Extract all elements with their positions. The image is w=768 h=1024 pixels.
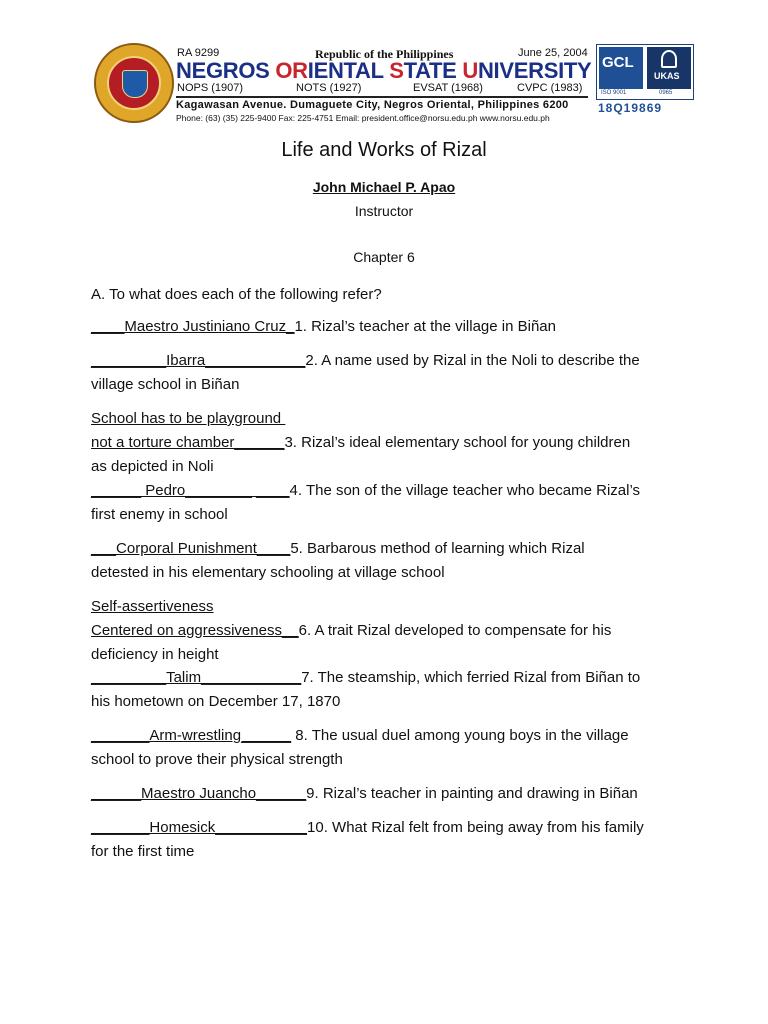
university-letterhead bbox=[90, 40, 690, 128]
iso-label: ISO 9001 bbox=[601, 90, 627, 96]
question-line bbox=[91, 349, 640, 373]
question-text: first enemy in school bbox=[91, 506, 228, 523]
question-line bbox=[91, 315, 556, 339]
question-text: 9. Rizal’s teacher in painting and drawing in Biñan bbox=[306, 785, 638, 802]
answer-text: ___Corporal Punishment____ bbox=[91, 540, 291, 557]
certificate-id: 18Q19869 bbox=[598, 101, 663, 115]
question-text: 4. The son of the village teacher who became Rizal’s bbox=[289, 482, 641, 499]
question-line bbox=[91, 619, 611, 643]
answer-text: _______Homesick___________ bbox=[91, 819, 308, 836]
ukas-number: 0965 bbox=[659, 90, 673, 96]
question-line bbox=[91, 748, 343, 772]
answer-text: Self-assertiveness bbox=[91, 598, 214, 615]
question-text: school to prove their physical strength bbox=[91, 751, 343, 768]
question-text: 3. Rizal’s ideal elementary school for young children bbox=[284, 434, 631, 451]
question-text: 2. A name used by Rizal in the Noli to describe the bbox=[305, 352, 640, 369]
crown-icon bbox=[661, 50, 677, 68]
answer-text: ______ Pedro________ ____ bbox=[91, 482, 290, 499]
instructor-name: John Michael P. Apao bbox=[312, 179, 456, 195]
header-divider bbox=[176, 96, 588, 98]
question-line bbox=[91, 479, 640, 503]
question-line bbox=[91, 537, 585, 561]
question-line bbox=[91, 455, 214, 479]
answer-text: _________Ibarra____________ bbox=[91, 352, 306, 369]
question-line bbox=[91, 666, 640, 690]
gcl-logo: GCL bbox=[599, 47, 643, 89]
question-text: for the first time bbox=[91, 843, 195, 860]
university-seal-logo bbox=[94, 43, 174, 123]
question-text: village school in Biñan bbox=[91, 376, 240, 393]
answer-text: not a torture chamber______ bbox=[91, 434, 285, 451]
question-text: detested in his elementary schooling at village school bbox=[91, 564, 445, 581]
question-text: deficiency in height bbox=[91, 646, 219, 663]
answer-text: _______Arm-wrestling______ bbox=[91, 727, 292, 744]
established-nops: NOPS (1907) bbox=[177, 82, 244, 94]
question-line bbox=[91, 373, 239, 397]
question-text: 1. Rizal’s teacher at the village in Biñan bbox=[294, 318, 556, 335]
question-text: 8. The usual duel among young boys in the village bbox=[291, 727, 629, 744]
question-line bbox=[91, 782, 638, 806]
question-line bbox=[91, 407, 285, 431]
question-text: 6. A trait Rizal developed to compensate for his bbox=[298, 622, 612, 639]
question-line bbox=[91, 561, 445, 585]
university-name: NEGROS ORIENTAL STATE UNIVERSITY bbox=[176, 58, 592, 83]
instructor-role: Instructor bbox=[354, 203, 414, 219]
question-line bbox=[91, 816, 644, 840]
question-text: 5. Barbarous method of learning which Rizal bbox=[290, 540, 585, 557]
question-text: 10. What Rizal felt from being away from his family bbox=[307, 819, 644, 836]
university-contact: Phone: (63) (35) 225-9400 Fax: 225-4751 Email: president.office@norsu.edu.ph www.norsu.edu.ph bbox=[176, 113, 550, 123]
established-nots: NOTS (1927) bbox=[296, 82, 362, 94]
answer-text: ______Maestro Juancho______ bbox=[91, 785, 307, 802]
question-text: his hometown on December 17, 1870 bbox=[91, 693, 341, 710]
republic-act-number: RA 9299 bbox=[177, 47, 220, 59]
document-title: Life and Works of Rizal bbox=[281, 139, 487, 161]
question-line bbox=[91, 724, 629, 748]
republic-label: Republic of the Philippines bbox=[315, 47, 454, 61]
question-line bbox=[91, 431, 630, 455]
question-line bbox=[91, 840, 194, 864]
answer-text: Centered on aggressiveness__ bbox=[91, 622, 299, 639]
answer-text: ____Maestro Justiniano Cruz_ bbox=[91, 318, 295, 335]
chapter-heading: Chapter 6 bbox=[353, 249, 415, 265]
question-line bbox=[91, 643, 219, 667]
question-text: 7. The steamship, which ferried Rizal from Biñan to bbox=[301, 669, 641, 686]
answer-text: School has to be playground bbox=[91, 410, 286, 427]
instruction-text: A. To what does each of the following refer? bbox=[91, 286, 382, 303]
seal-shield-icon bbox=[122, 70, 148, 98]
answer-text: _________Talim____________ bbox=[91, 669, 302, 686]
question-line bbox=[91, 595, 214, 619]
university-address: Kagawasan Avenue. Dumaguete City, Negros Oriental, Philippines 6200 bbox=[176, 99, 569, 111]
charter-date: June 25, 2004 bbox=[518, 47, 588, 59]
certification-badge bbox=[596, 44, 694, 100]
question-line bbox=[91, 503, 228, 527]
ukas-logo: UKAS bbox=[647, 47, 691, 89]
question-text: as depicted in Noli bbox=[91, 458, 214, 475]
established-cvpc: CVPC (1983) bbox=[517, 82, 583, 94]
question-line bbox=[91, 690, 340, 714]
seal-inner-ring bbox=[107, 56, 161, 110]
established-evsat: EVSAT (1968) bbox=[413, 82, 483, 94]
